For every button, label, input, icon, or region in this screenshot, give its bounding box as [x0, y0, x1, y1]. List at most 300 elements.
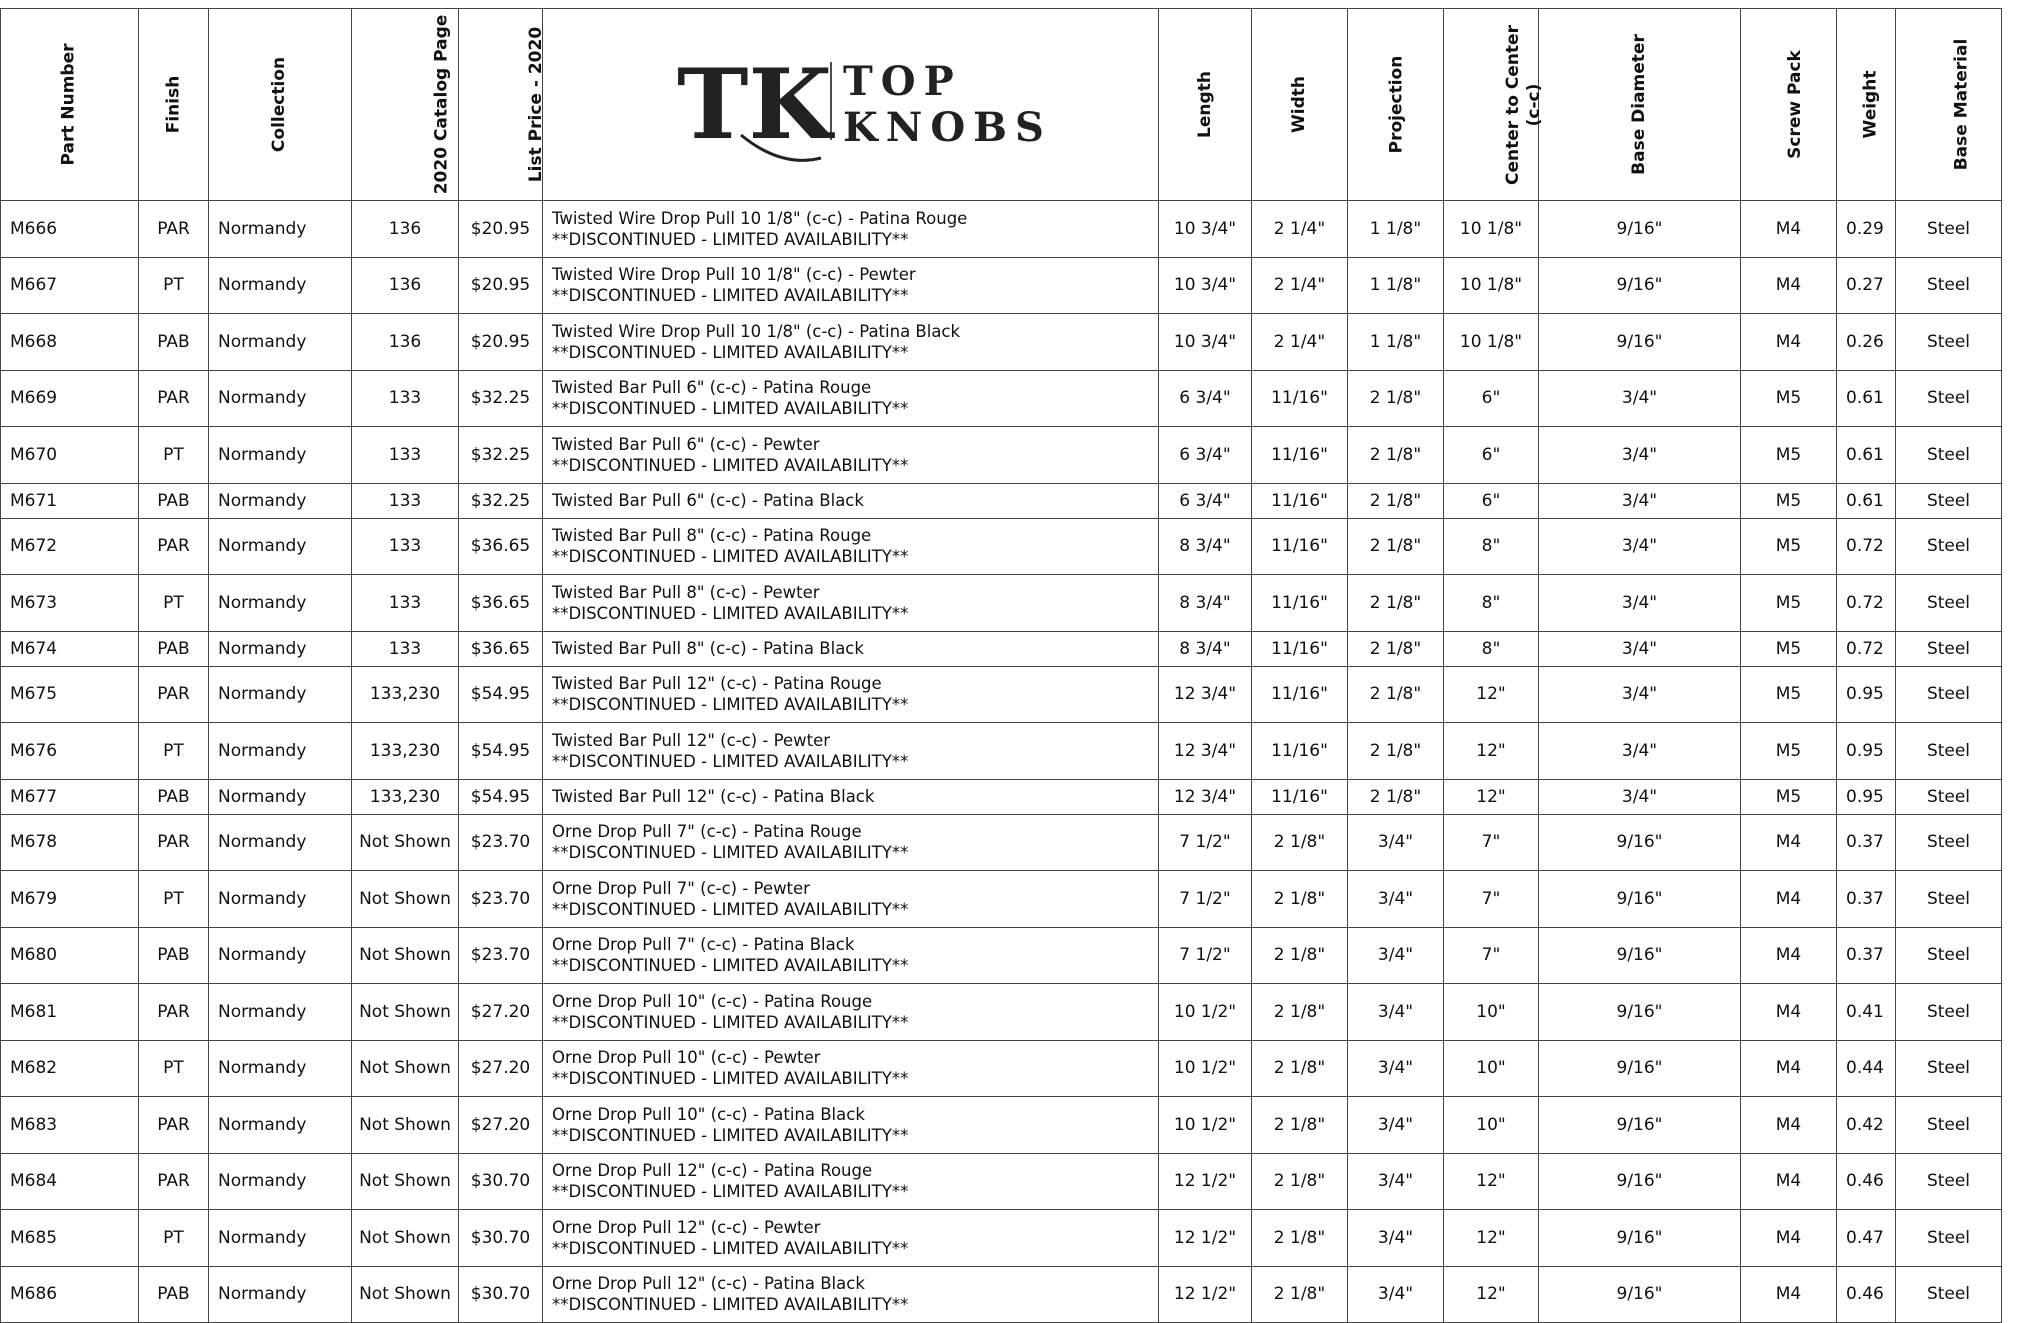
cell-description — [543, 1266, 1159, 1323]
header-row — [1, 9, 2002, 201]
cell-collection: Normandy — [209, 427, 352, 484]
cell-width: 11/16" — [1252, 779, 1348, 814]
col-header-base-diameter: Base Diameter — [1539, 9, 1741, 201]
cell-screw-pack: M5 — [1741, 631, 1837, 666]
cell-base-material: Steel — [1896, 483, 2002, 518]
cell-projection: 1 1/8" — [1348, 201, 1444, 258]
cell-width: 2 1/8" — [1252, 1153, 1348, 1210]
description-text: Twisted Wire Drop Pull 10 1/8" (c-c) - Pewter — [552, 265, 916, 285]
cell-projection: 3/4" — [1348, 1153, 1444, 1210]
cell-part-number: M672 — [1, 518, 139, 575]
cell-width: 2 1/8" — [1252, 927, 1348, 984]
cell-center-to-center: 7" — [1444, 814, 1539, 871]
cell-projection: 1 1/8" — [1348, 314, 1444, 371]
cell-weight: 0.29 — [1837, 201, 1896, 258]
cell-part-number: M669 — [1, 370, 139, 427]
cell-width: 11/16" — [1252, 370, 1348, 427]
cell-list-price: $30.70 — [459, 1266, 543, 1323]
cell-list-price: $54.95 — [459, 723, 543, 780]
cell-catalog-page: 133,230 — [352, 666, 459, 723]
cell-screw-pack: M5 — [1741, 575, 1837, 632]
cell-base-diameter: 3/4" — [1539, 631, 1741, 666]
col-header-finish: Finish — [139, 9, 209, 201]
cell-part-number: M671 — [1, 483, 139, 518]
cell-base-diameter: 9/16" — [1539, 314, 1741, 371]
cell-base-material: Steel — [1896, 1040, 2002, 1097]
cell-base-diameter: 9/16" — [1539, 1153, 1741, 1210]
cell-screw-pack: M4 — [1741, 201, 1837, 258]
cell-projection: 2 1/8" — [1348, 370, 1444, 427]
cell-base-material: Steel — [1896, 814, 2002, 871]
cell-collection: Normandy — [209, 984, 352, 1041]
cell-length: 8 3/4" — [1159, 575, 1252, 632]
cell-base-diameter: 9/16" — [1539, 871, 1741, 928]
cell-base-material: Steel — [1896, 201, 2002, 258]
cell-collection: Normandy — [209, 1266, 352, 1323]
cell-collection: Normandy — [209, 370, 352, 427]
cell-part-number: M666 — [1, 201, 139, 258]
cell-screw-pack: M4 — [1741, 1153, 1837, 1210]
col-header-part-number: Part Number — [1, 9, 139, 201]
cell-list-price: $23.70 — [459, 814, 543, 871]
cell-base-diameter: 3/4" — [1539, 518, 1741, 575]
cell-width: 2 1/8" — [1252, 984, 1348, 1041]
cell-base-diameter: 9/16" — [1539, 1040, 1741, 1097]
cell-projection: 3/4" — [1348, 1097, 1444, 1154]
col-header-list-price: List Price - 2020 — [459, 9, 543, 201]
cell-finish: PAR — [139, 1153, 209, 1210]
description-text: Orne Drop Pull 7" (c-c) - Patina Black — [552, 935, 855, 955]
col-header-length: Length — [1159, 9, 1252, 201]
description-text: Twisted Bar Pull 8" (c-c) - Pewter — [552, 582, 820, 602]
cell-catalog-page: Not Shown — [352, 871, 459, 928]
col-header-width: Width — [1252, 9, 1348, 201]
cell-list-price: $36.65 — [459, 575, 543, 632]
description-text: Orne Drop Pull 10" (c-c) - Patina Rouge — [552, 991, 873, 1011]
cell-width: 2 1/8" — [1252, 1097, 1348, 1154]
cell-screw-pack: M5 — [1741, 518, 1837, 575]
cell-base-diameter: 3/4" — [1539, 779, 1741, 814]
cell-center-to-center: 7" — [1444, 927, 1539, 984]
cell-base-material: Steel — [1896, 1266, 2002, 1323]
cell-length: 8 3/4" — [1159, 631, 1252, 666]
cell-length: 7 1/2" — [1159, 871, 1252, 928]
cell-collection: Normandy — [209, 518, 352, 575]
cell-projection: 3/4" — [1348, 814, 1444, 871]
cell-catalog-page: Not Shown — [352, 814, 459, 871]
center-header-line2: (c-c) — [1523, 83, 1544, 126]
cell-weight: 0.61 — [1837, 370, 1896, 427]
cell-weight: 0.46 — [1837, 1266, 1896, 1323]
description-text: Orne Drop Pull 10" (c-c) - Patina Black — [552, 1104, 865, 1124]
cell-weight: 0.72 — [1837, 631, 1896, 666]
cell-screw-pack: M5 — [1741, 427, 1837, 484]
cell-projection: 2 1/8" — [1348, 666, 1444, 723]
cell-catalog-page: 136 — [352, 257, 459, 314]
col-header-catalog-page: 2020 Catalog Page — [352, 9, 459, 201]
cell-center-to-center: 10" — [1444, 1040, 1539, 1097]
cell-list-price: $36.65 — [459, 518, 543, 575]
cell-center-to-center: 10 1/8" — [1444, 257, 1539, 314]
discontinued-note: **DISCONTINUED - LIMITED AVAILABILITY** — [552, 899, 909, 919]
cell-weight: 0.95 — [1837, 779, 1896, 814]
table-row — [1, 984, 2002, 1041]
cell-screw-pack: M5 — [1741, 779, 1837, 814]
cell-catalog-page: 133 — [352, 483, 459, 518]
table-row — [1, 518, 2002, 575]
cell-finish: PAB — [139, 779, 209, 814]
cell-weight: 0.41 — [1837, 984, 1896, 1041]
cell-projection: 3/4" — [1348, 1040, 1444, 1097]
cell-width: 11/16" — [1252, 723, 1348, 780]
cell-center-to-center: 10" — [1444, 984, 1539, 1041]
cell-center-to-center: 12" — [1444, 666, 1539, 723]
cell-base-material: Steel — [1896, 631, 2002, 666]
cell-width: 11/16" — [1252, 666, 1348, 723]
discontinued-note: **DISCONTINUED - LIMITED AVAILABILITY** — [552, 1238, 909, 1258]
cell-projection: 2 1/8" — [1348, 518, 1444, 575]
cell-base-material: Steel — [1896, 984, 2002, 1041]
cell-width: 2 1/8" — [1252, 1040, 1348, 1097]
cell-part-number: M673 — [1, 575, 139, 632]
cell-center-to-center: 12" — [1444, 1210, 1539, 1267]
cell-list-price: $27.20 — [459, 1097, 543, 1154]
discontinued-note: **DISCONTINUED - LIMITED AVAILABILITY** — [552, 399, 909, 419]
description-text: Twisted Bar Pull 12" (c-c) - Patina Black — [552, 787, 875, 806]
cell-projection: 3/4" — [1348, 871, 1444, 928]
logo-word-top: TOP — [842, 57, 962, 105]
table-row — [1, 814, 2002, 871]
cell-length: 12 3/4" — [1159, 723, 1252, 780]
cell-collection: Normandy — [209, 1097, 352, 1154]
table-row — [1, 427, 2002, 484]
cell-part-number: M676 — [1, 723, 139, 780]
cell-weight: 0.42 — [1837, 1097, 1896, 1154]
cell-screw-pack: M4 — [1741, 927, 1837, 984]
cell-weight: 0.27 — [1837, 257, 1896, 314]
discontinued-note: **DISCONTINUED - LIMITED AVAILABILITY** — [552, 455, 909, 475]
cell-center-to-center: 7" — [1444, 871, 1539, 928]
cell-part-number: M684 — [1, 1153, 139, 1210]
cell-screw-pack: M4 — [1741, 314, 1837, 371]
cell-length: 7 1/2" — [1159, 814, 1252, 871]
cell-catalog-page: 133,230 — [352, 779, 459, 814]
cell-catalog-page: 133 — [352, 575, 459, 632]
cell-list-price: $27.20 — [459, 1040, 543, 1097]
cell-weight: 0.26 — [1837, 314, 1896, 371]
cell-description — [543, 984, 1159, 1041]
cell-length: 10 1/2" — [1159, 1040, 1252, 1097]
cell-finish: PT — [139, 257, 209, 314]
description-text: Orne Drop Pull 10" (c-c) - Pewter — [552, 1048, 821, 1068]
cell-collection: Normandy — [209, 631, 352, 666]
cell-collection: Normandy — [209, 575, 352, 632]
table-row — [1, 1210, 2002, 1267]
cell-width: 2 1/8" — [1252, 871, 1348, 928]
discontinued-note: **DISCONTINUED - LIMITED AVAILABILITY** — [552, 695, 909, 715]
cell-list-price: $54.95 — [459, 779, 543, 814]
cell-finish: PAR — [139, 1097, 209, 1154]
discontinued-note: **DISCONTINUED - LIMITED AVAILABILITY** — [552, 1069, 909, 1089]
table-row — [1, 779, 2002, 814]
description-text: Twisted Bar Pull 8" (c-c) - Patina Black — [552, 639, 864, 658]
cell-finish: PT — [139, 723, 209, 780]
cell-base-material: Steel — [1896, 723, 2002, 780]
cell-length: 6 3/4" — [1159, 427, 1252, 484]
cell-collection: Normandy — [209, 483, 352, 518]
cell-weight: 0.47 — [1837, 1210, 1896, 1267]
cell-catalog-page: Not Shown — [352, 1040, 459, 1097]
discontinued-note: **DISCONTINUED - LIMITED AVAILABILITY** — [552, 229, 909, 249]
cell-base-diameter: 9/16" — [1539, 814, 1741, 871]
cell-finish: PAR — [139, 518, 209, 575]
cell-base-diameter: 9/16" — [1539, 257, 1741, 314]
cell-projection: 2 1/8" — [1348, 575, 1444, 632]
cell-list-price: $23.70 — [459, 927, 543, 984]
cell-finish: PAR — [139, 666, 209, 723]
cell-finish: PAB — [139, 631, 209, 666]
cell-screw-pack: M4 — [1741, 984, 1837, 1041]
table-row — [1, 1097, 2002, 1154]
cell-base-material: Steel — [1896, 427, 2002, 484]
col-header-base-material: Base Material — [1896, 9, 2002, 201]
cell-description — [543, 1097, 1159, 1154]
cell-collection: Normandy — [209, 257, 352, 314]
cell-center-to-center: 10 1/8" — [1444, 201, 1539, 258]
cell-collection: Normandy — [209, 871, 352, 928]
cell-part-number: M674 — [1, 631, 139, 666]
cell-finish: PT — [139, 1210, 209, 1267]
cell-finish: PAB — [139, 314, 209, 371]
cell-width: 2 1/8" — [1252, 1266, 1348, 1323]
description-text: Twisted Bar Pull 6" (c-c) - Pewter — [552, 434, 820, 454]
cell-list-price: $23.70 — [459, 871, 543, 928]
cell-base-diameter: 9/16" — [1539, 201, 1741, 258]
cell-projection: 2 1/8" — [1348, 483, 1444, 518]
cell-screw-pack: M5 — [1741, 723, 1837, 780]
cell-length: 8 3/4" — [1159, 518, 1252, 575]
cell-base-diameter: 3/4" — [1539, 723, 1741, 780]
cell-base-material: Steel — [1896, 927, 2002, 984]
cell-part-number: M677 — [1, 779, 139, 814]
cell-part-number: M683 — [1, 1097, 139, 1154]
cell-weight: 0.37 — [1837, 871, 1896, 928]
cell-description — [543, 927, 1159, 984]
discontinued-note: **DISCONTINUED - LIMITED AVAILABILITY** — [552, 956, 909, 976]
table-row — [1, 927, 2002, 984]
cell-width: 11/16" — [1252, 575, 1348, 632]
cell-list-price: $36.65 — [459, 631, 543, 666]
cell-weight: 0.46 — [1837, 1153, 1896, 1210]
discontinued-note: **DISCONTINUED - LIMITED AVAILABILITY** — [552, 1182, 909, 1202]
cell-center-to-center: 6" — [1444, 427, 1539, 484]
cell-base-material: Steel — [1896, 1097, 2002, 1154]
description-text: Orne Drop Pull 12" (c-c) - Patina Rouge — [552, 1161, 873, 1181]
cell-catalog-page: 133 — [352, 631, 459, 666]
cell-description — [543, 779, 1159, 814]
cell-collection: Normandy — [209, 814, 352, 871]
cell-base-diameter: 3/4" — [1539, 370, 1741, 427]
cell-length: 10 3/4" — [1159, 314, 1252, 371]
cell-collection: Normandy — [209, 1153, 352, 1210]
cell-base-diameter: 3/4" — [1539, 427, 1741, 484]
cell-description — [543, 723, 1159, 780]
table-row — [1, 666, 2002, 723]
cell-length: 10 1/2" — [1159, 1097, 1252, 1154]
cell-width: 2 1/4" — [1252, 257, 1348, 314]
logo-mark: TK — [676, 47, 832, 161]
cell-finish: PT — [139, 427, 209, 484]
brand-logo-cell — [543, 9, 1159, 201]
cell-catalog-page: Not Shown — [352, 984, 459, 1041]
cell-finish: PT — [139, 871, 209, 928]
cell-finish: PT — [139, 1040, 209, 1097]
cell-length: 12 3/4" — [1159, 779, 1252, 814]
table-row — [1, 871, 2002, 928]
cell-part-number: M675 — [1, 666, 139, 723]
table-row — [1, 723, 2002, 780]
center-header-line1: Center to Center — [1502, 24, 1523, 185]
col-header-collection: Collection — [209, 9, 352, 201]
description-text: Orne Drop Pull 12" (c-c) - Pewter — [552, 1217, 821, 1237]
cell-catalog-page: Not Shown — [352, 927, 459, 984]
cell-description — [543, 575, 1159, 632]
cell-catalog-page: 136 — [352, 201, 459, 258]
description-text: Twisted Bar Pull 12" (c-c) - Patina Rouge — [552, 674, 882, 694]
top-knobs-logo — [543, 40, 1158, 170]
cell-part-number: M680 — [1, 927, 139, 984]
cell-finish: PT — [139, 575, 209, 632]
cell-base-diameter: 3/4" — [1539, 666, 1741, 723]
cell-base-diameter: 9/16" — [1539, 927, 1741, 984]
cell-center-to-center: 8" — [1444, 518, 1539, 575]
table-row — [1, 314, 2002, 371]
cell-description — [543, 257, 1159, 314]
discontinued-note: **DISCONTINUED - LIMITED AVAILABILITY** — [552, 342, 909, 362]
cell-collection: Normandy — [209, 1040, 352, 1097]
cell-list-price: $54.95 — [459, 666, 543, 723]
discontinued-note: **DISCONTINUED - LIMITED AVAILABILITY** — [552, 1012, 909, 1032]
cell-length: 12 3/4" — [1159, 666, 1252, 723]
cell-projection: 2 1/8" — [1348, 723, 1444, 780]
cell-width: 2 1/8" — [1252, 1210, 1348, 1267]
cell-center-to-center: 8" — [1444, 631, 1539, 666]
cell-screw-pack: M5 — [1741, 666, 1837, 723]
cell-projection: 2 1/8" — [1348, 631, 1444, 666]
description-text: Orne Drop Pull 7" (c-c) - Pewter — [552, 878, 810, 898]
cell-center-to-center: 6" — [1444, 370, 1539, 427]
cell-base-diameter: 9/16" — [1539, 1097, 1741, 1154]
cell-screw-pack: M4 — [1741, 814, 1837, 871]
cell-weight: 0.72 — [1837, 575, 1896, 632]
top-knobs-logo-svg — [671, 40, 1052, 170]
cell-center-to-center: 8" — [1444, 575, 1539, 632]
cell-weight: 0.61 — [1837, 483, 1896, 518]
cell-center-to-center: 12" — [1444, 1266, 1539, 1323]
cell-catalog-page: 133 — [352, 370, 459, 427]
cell-base-diameter: 3/4" — [1539, 575, 1741, 632]
table-body — [1, 201, 2002, 1323]
cell-catalog-page: Not Shown — [352, 1266, 459, 1323]
cell-screw-pack: M4 — [1741, 1097, 1837, 1154]
cell-description — [543, 370, 1159, 427]
cell-description — [543, 314, 1159, 371]
cell-length: 12 1/2" — [1159, 1153, 1252, 1210]
table-row — [1, 575, 2002, 632]
cell-description — [543, 814, 1159, 871]
discontinued-note: **DISCONTINUED - LIMITED AVAILABILITY** — [552, 603, 909, 623]
description-text: Twisted Bar Pull 6" (c-c) - Patina Black — [552, 491, 864, 510]
cell-collection: Normandy — [209, 723, 352, 780]
cell-base-material: Steel — [1896, 1153, 2002, 1210]
cell-finish: PAR — [139, 201, 209, 258]
cell-projection: 2 1/8" — [1348, 427, 1444, 484]
cell-collection: Normandy — [209, 314, 352, 371]
cell-finish: PAB — [139, 927, 209, 984]
cell-base-material: Steel — [1896, 575, 2002, 632]
cell-screw-pack: M4 — [1741, 1266, 1837, 1323]
cell-screw-pack: M5 — [1741, 370, 1837, 427]
description-text: Orne Drop Pull 12" (c-c) - Patina Black — [552, 1274, 865, 1294]
col-header-center-to-center — [1444, 9, 1544, 201]
cell-list-price: $20.95 — [459, 201, 543, 258]
cell-part-number: M670 — [1, 427, 139, 484]
cell-catalog-page: 133,230 — [352, 723, 459, 780]
cell-weight: 0.72 — [1837, 518, 1896, 575]
cell-finish: PAB — [139, 1266, 209, 1323]
cell-collection: Normandy — [209, 666, 352, 723]
cell-description — [543, 427, 1159, 484]
cell-base-diameter: 9/16" — [1539, 984, 1741, 1041]
discontinued-note: **DISCONTINUED - LIMITED AVAILABILITY** — [552, 547, 909, 567]
cell-part-number: M678 — [1, 814, 139, 871]
cell-center-to-center: 12" — [1444, 779, 1539, 814]
cell-base-material: Steel — [1896, 666, 2002, 723]
description-text: Twisted Wire Drop Pull 10 1/8" (c-c) - Patina Black — [552, 321, 961, 341]
cell-part-number: M667 — [1, 257, 139, 314]
table-row — [1, 631, 2002, 666]
cell-description — [543, 666, 1159, 723]
cell-collection: Normandy — [209, 779, 352, 814]
cell-width: 11/16" — [1252, 427, 1348, 484]
discontinued-note: **DISCONTINUED - LIMITED AVAILABILITY** — [552, 286, 909, 306]
cell-part-number: M685 — [1, 1210, 139, 1267]
cell-base-material: Steel — [1896, 314, 2002, 371]
cell-base-diameter: 9/16" — [1539, 1210, 1741, 1267]
cell-base-diameter: 3/4" — [1539, 483, 1741, 518]
cell-projection: 3/4" — [1348, 1210, 1444, 1267]
cell-weight: 0.95 — [1837, 666, 1896, 723]
cell-center-to-center: 10 1/8" — [1444, 314, 1539, 371]
cell-width: 11/16" — [1252, 483, 1348, 518]
cell-base-material: Steel — [1896, 257, 2002, 314]
cell-screw-pack: M4 — [1741, 257, 1837, 314]
cell-length: 10 3/4" — [1159, 257, 1252, 314]
product-spec-table — [0, 8, 2002, 1323]
cell-width: 2 1/4" — [1252, 314, 1348, 371]
table-row — [1, 483, 2002, 518]
cell-description — [543, 483, 1159, 518]
cell-screw-pack: M4 — [1741, 871, 1837, 928]
cell-projection: 1 1/8" — [1348, 257, 1444, 314]
cell-base-material: Steel — [1896, 871, 2002, 928]
cell-projection: 3/4" — [1348, 927, 1444, 984]
cell-part-number: M686 — [1, 1266, 139, 1323]
cell-center-to-center: 12" — [1444, 1153, 1539, 1210]
cell-width: 2 1/4" — [1252, 201, 1348, 258]
cell-description — [543, 1040, 1159, 1097]
cell-width: 11/16" — [1252, 518, 1348, 575]
